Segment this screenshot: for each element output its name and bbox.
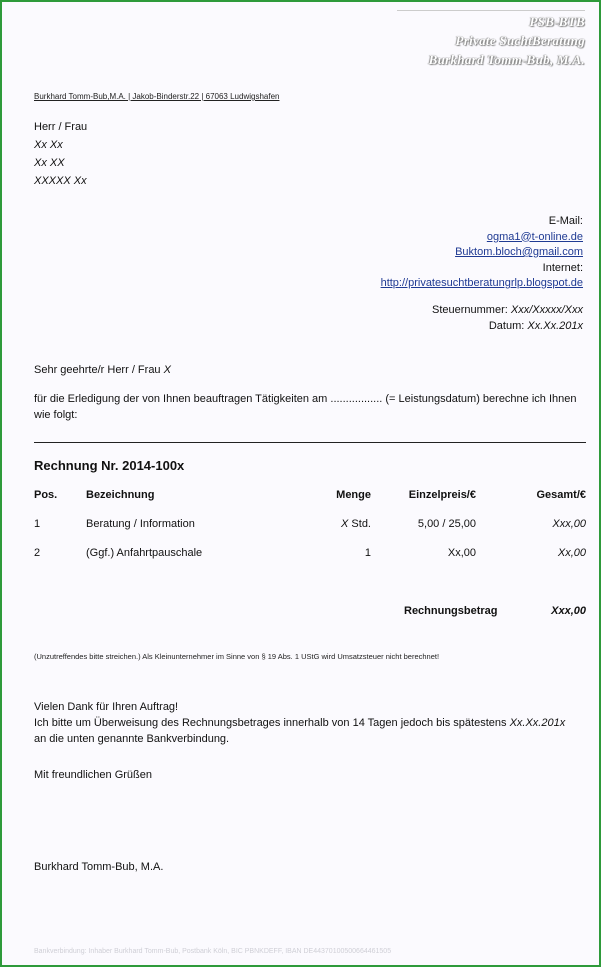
signature-name: Burkhard Tomm-Bub, M.A. <box>34 861 164 873</box>
invoice-title: Rechnung Nr. 2014-100x <box>34 458 185 473</box>
website-link[interactable]: http://privatesuchtberatungrlp.blogspot.de <box>380 277 583 289</box>
regards: Mit freundlichen Grüßen <box>34 769 152 781</box>
internet-label: Internet: <box>542 261 583 274</box>
recipient-city: XXXXX Xx <box>34 175 87 187</box>
row-1-total: Xxx,00 <box>552 518 586 530</box>
row-1-quantity-unit: Std. <box>351 518 371 530</box>
greeting-name: X <box>163 364 171 376</box>
row-1-quantity-var: X <box>341 518 349 530</box>
tax-number-value: Xxx/Xxxxx/Xxx <box>510 304 583 316</box>
logo-rule <box>397 10 585 11</box>
date-value: Xx.Xx.201x <box>527 319 583 332</box>
letterhead-logo <box>325 12 585 69</box>
row-1-quantity <box>302 518 371 530</box>
header-quantity: Menge <box>336 489 371 501</box>
invoice-meta <box>432 303 583 334</box>
email-link-1[interactable]: ogma1@t-online.de <box>486 230 583 243</box>
email-link-2[interactable]: Buktom.bloch@gmail.com <box>455 246 583 258</box>
intro-paragraph: für die Erledigung der von Ihnen beauftragen Tätigkeiten am ................. (= Leistungsdatum) berechne ich Ihnen wie folgt: <box>34 393 577 421</box>
recipient-address <box>34 118 87 190</box>
thanks-line: Vielen Dank für Ihren Auftrag! <box>34 701 179 713</box>
greeting <box>34 362 171 378</box>
row-1-description: Beratung / Information <box>86 518 195 530</box>
logo-line-3: Burkhard Tomm-Bub, M.A. <box>428 52 585 67</box>
tax-note: (Unzutreffendes bitte streichen.) Als Kleinunternehmer im Sinne von § 19 Abs. 1 UStG wird Umsatzsteuer nicht berechnet! <box>34 652 440 661</box>
header-unit-price: Einzelpreis/€ <box>408 489 476 501</box>
bank-details-footer: Bankverbindung: Inhaber Burkhard Tomm-Bub, Postbank Köln, BIC PBNKDEFF, IBAN DE44370100500664461505 <box>34 948 392 955</box>
row-1-unit-price: 5,00 / 25,00 <box>417 518 476 530</box>
row-2-total: Xx,00 <box>557 547 586 559</box>
recipient-salutation: Herr / Frau <box>34 121 88 133</box>
date-label: Datum: <box>488 319 525 332</box>
recipient-street: Xx XX <box>34 157 65 169</box>
header-total: Gesamt/€ <box>536 489 586 501</box>
row-2-quantity-unit: 1 <box>364 547 371 559</box>
row-1-pos: 1 <box>34 518 41 530</box>
section-divider <box>34 442 586 443</box>
logo-line-1: PSB-BTB <box>529 14 585 29</box>
tax-number-row <box>432 303 583 319</box>
row-2-quantity <box>302 547 371 559</box>
payment-line <box>34 715 594 731</box>
sum-value: Xxx,00 <box>551 605 586 617</box>
greeting-text: Sehr geehrte/r Herr / Frau <box>34 364 161 376</box>
closing-block <box>34 699 594 747</box>
tax-number-label: Steuernummer: <box>432 304 508 316</box>
logo-line-2: Private SuchtBeratung <box>455 33 585 48</box>
row-2-description: (Ggf.) Anfahrtpauschale <box>86 547 203 559</box>
sender-address-line: Burkhard Tomm-Bub,M.A. | Jakob-Binderstr.22 | 67063 Ludwigshafen <box>34 92 280 101</box>
payment-text: Ich bitte um Überweisung des Rechnungsbetrages innerhalb von 14 Tagen jedoch bis spätestens <box>34 717 507 729</box>
header-pos: Pos. <box>34 489 58 501</box>
email-label: E-Mail: <box>548 215 583 227</box>
header-description: Bezeichnung <box>86 489 155 501</box>
sum-label: Rechnungsbetrag <box>404 605 498 617</box>
payment-deadline: Xx.Xx.201x <box>509 717 566 729</box>
contact-block <box>381 214 583 292</box>
row-2-unit-price: Xx,00 <box>447 547 476 559</box>
date-row <box>432 319 583 335</box>
bank-reference-line: an die unten genannte Bankverbindung. <box>34 733 230 745</box>
row-2-pos: 2 <box>34 547 41 559</box>
recipient-name: Xx Xx <box>34 139 63 151</box>
